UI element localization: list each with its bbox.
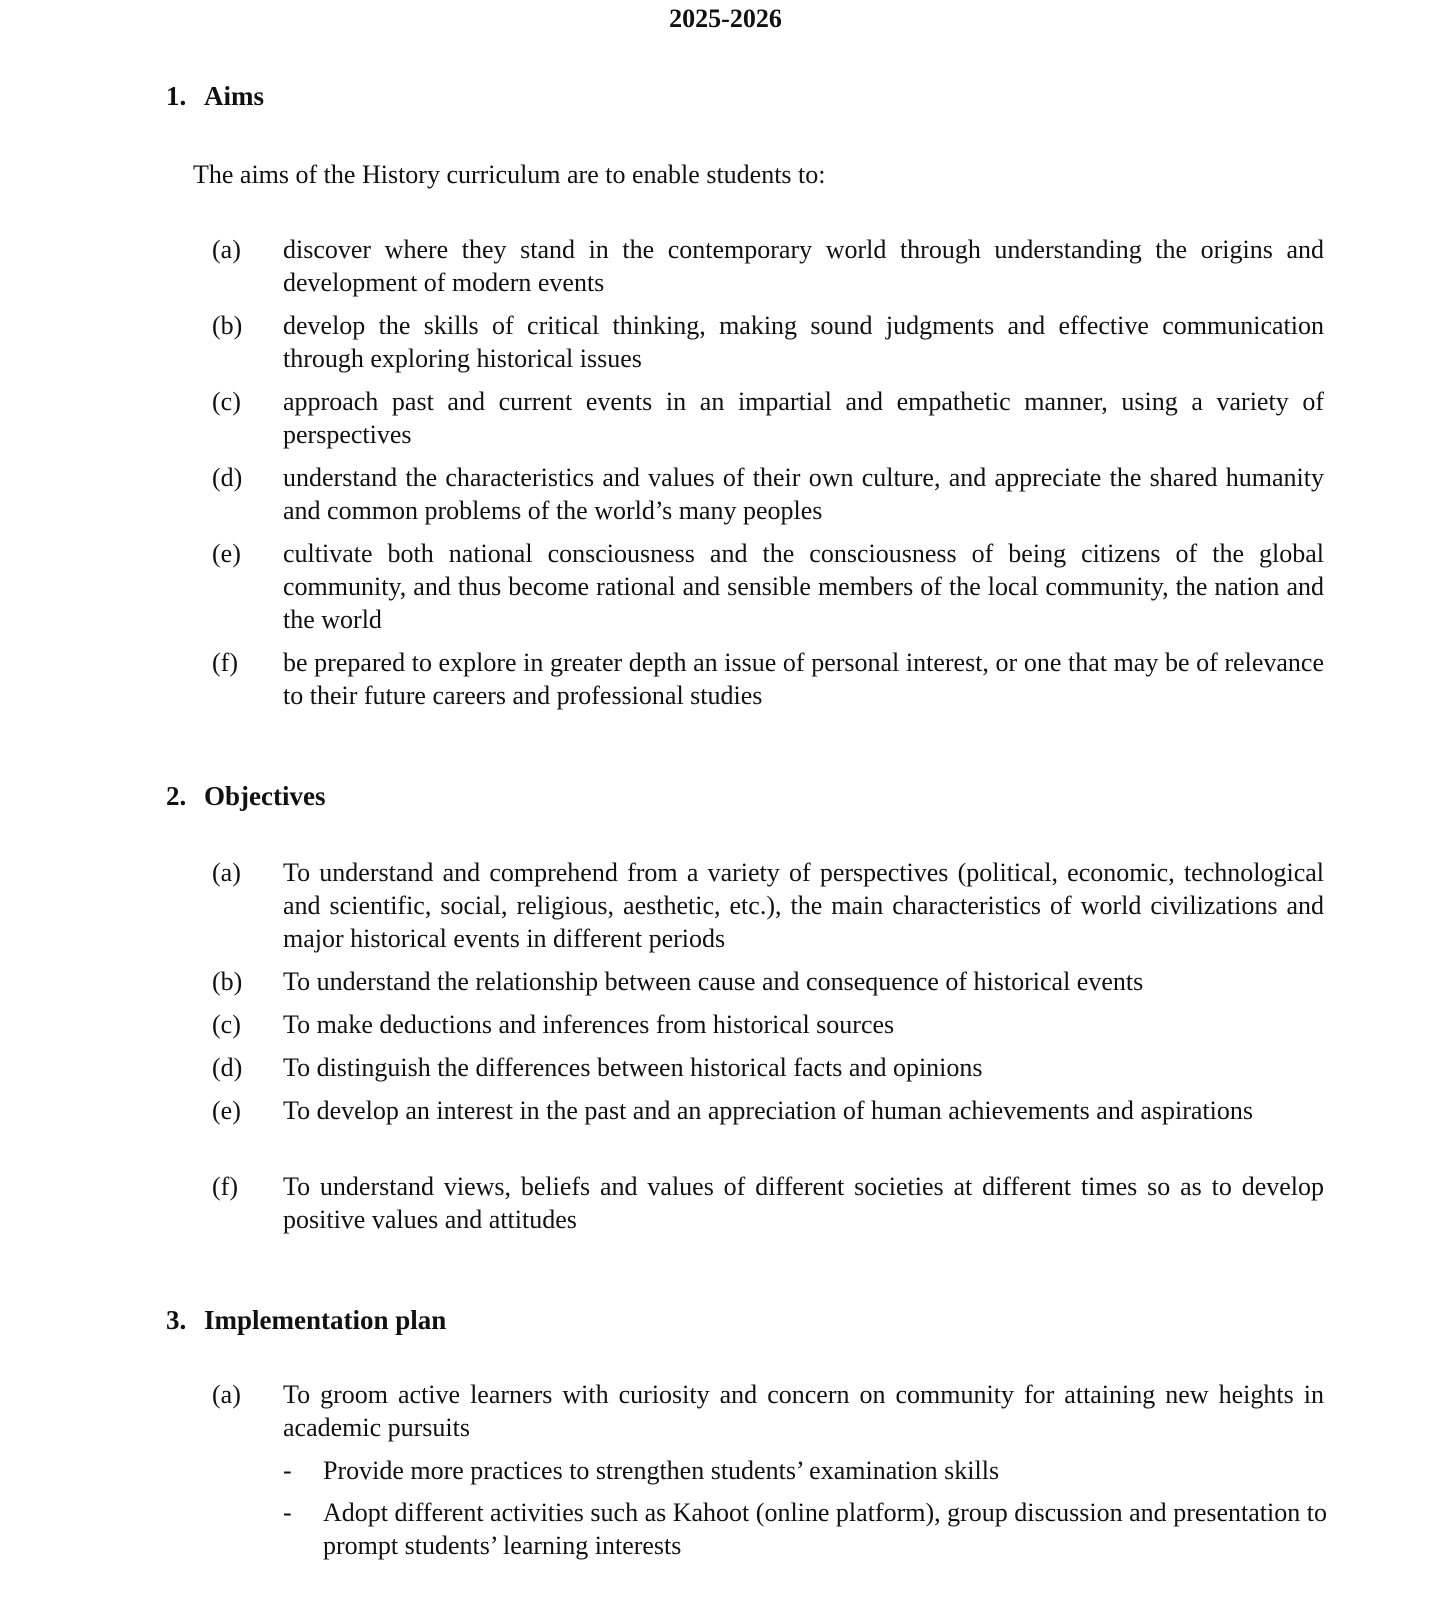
section-title: Implementation plan — [204, 1305, 447, 1335]
item-label: (a) — [212, 235, 241, 264]
item-text: To develop an interest in the past and an appreciation of human achievements and aspirations — [283, 1096, 1253, 1125]
bullet-text: Adopt different activities such as Kahoot (online platform), group discussion and presentation to prompt students’ learning interests — [323, 1498, 1327, 1560]
bullet-marker: - — [283, 1456, 292, 1485]
objectives-item-a — [212, 856, 1324, 955]
item-text: understand the characteristics and values of their own culture, and appreciate the shared humanity and common problems of the world’s many peoples — [283, 463, 1324, 525]
implementation-bullet — [283, 1454, 1327, 1487]
item-text: approach past and current events in an impartial and empathetic manner, using a variety of perspectives — [283, 387, 1324, 449]
item-text: To groom active learners with curiosity and concern on community for attaining new heights in academic pursuits — [283, 1380, 1324, 1442]
item-text: cultivate both national consciousness and the consciousness of being citizens of the global community, and thus become rational and sensible members of the local community, the nation and the world — [283, 539, 1324, 634]
item-label: (d) — [212, 463, 243, 492]
section-number: 3. — [166, 1305, 187, 1335]
aims-item-d — [212, 461, 1324, 527]
section-title: Aims — [204, 81, 264, 111]
objectives-item-f — [212, 1170, 1324, 1236]
aims-item-a — [212, 233, 1324, 299]
aims-item-c — [212, 385, 1324, 451]
implementation-bullet — [283, 1496, 1327, 1562]
aims-item-b — [212, 309, 1324, 375]
item-text: be prepared to explore in greater depth an issue of personal interest, or one that may be of relevance to their future careers and professional studies — [283, 648, 1324, 710]
item-label: (e) — [212, 1096, 241, 1125]
item-label: (b) — [212, 967, 243, 996]
item-text: To understand the relationship between cause and consequence of historical events — [283, 967, 1144, 996]
section-heading-implementation-plan — [166, 1304, 446, 1337]
aims-item-e — [212, 537, 1324, 636]
item-text: To make deductions and inferences from historical sources — [283, 1010, 895, 1039]
item-label: (b) — [212, 311, 243, 340]
item-label: (d) — [212, 1053, 243, 1082]
item-text: develop the skills of critical thinking, making sound judgments and effective communication through exploring historical issues — [283, 311, 1324, 373]
aims-item-f — [212, 646, 1324, 712]
item-label: (f) — [212, 1172, 238, 1201]
objectives-item-c — [212, 1008, 1324, 1041]
section-title: Objectives — [204, 781, 326, 811]
section-number: 2. — [166, 781, 187, 811]
section-number: 1. — [166, 81, 187, 111]
item-text: discover where they stand in the contemporary world through understanding the origins and development of modern events — [283, 235, 1324, 297]
objectives-item-e — [212, 1094, 1324, 1127]
item-text: To understand and comprehend from a variety of perspectives (political, economic, technological and scientific, social, religious, aesthetic, etc.), the main characteristics of world civilizations and major historical events in different periods — [283, 858, 1324, 953]
document-year: 2025-2026 — [669, 4, 782, 33]
item-text: To distinguish the differences between historical facts and opinions — [283, 1053, 983, 1082]
bullet-text: Provide more practices to strengthen students’ examination skills — [323, 1456, 1000, 1485]
item-label: (c) — [212, 387, 241, 416]
item-label: (f) — [212, 648, 238, 677]
aims-intro: The aims of the History curriculum are to enable students to: — [193, 160, 826, 189]
implementation-item-a — [212, 1378, 1324, 1444]
section-heading-objectives — [166, 780, 325, 813]
item-label: (c) — [212, 1010, 241, 1039]
bullet-marker: - — [283, 1498, 292, 1527]
item-label: (a) — [212, 858, 241, 887]
objectives-item-b — [212, 965, 1324, 998]
objectives-item-d — [212, 1051, 1324, 1084]
item-label: (e) — [212, 539, 241, 568]
item-text: To understand views, beliefs and values of different societies at different times so as to develop positive values and attitudes — [283, 1172, 1324, 1234]
item-label: (a) — [212, 1380, 241, 1409]
section-heading-aims — [166, 80, 264, 113]
